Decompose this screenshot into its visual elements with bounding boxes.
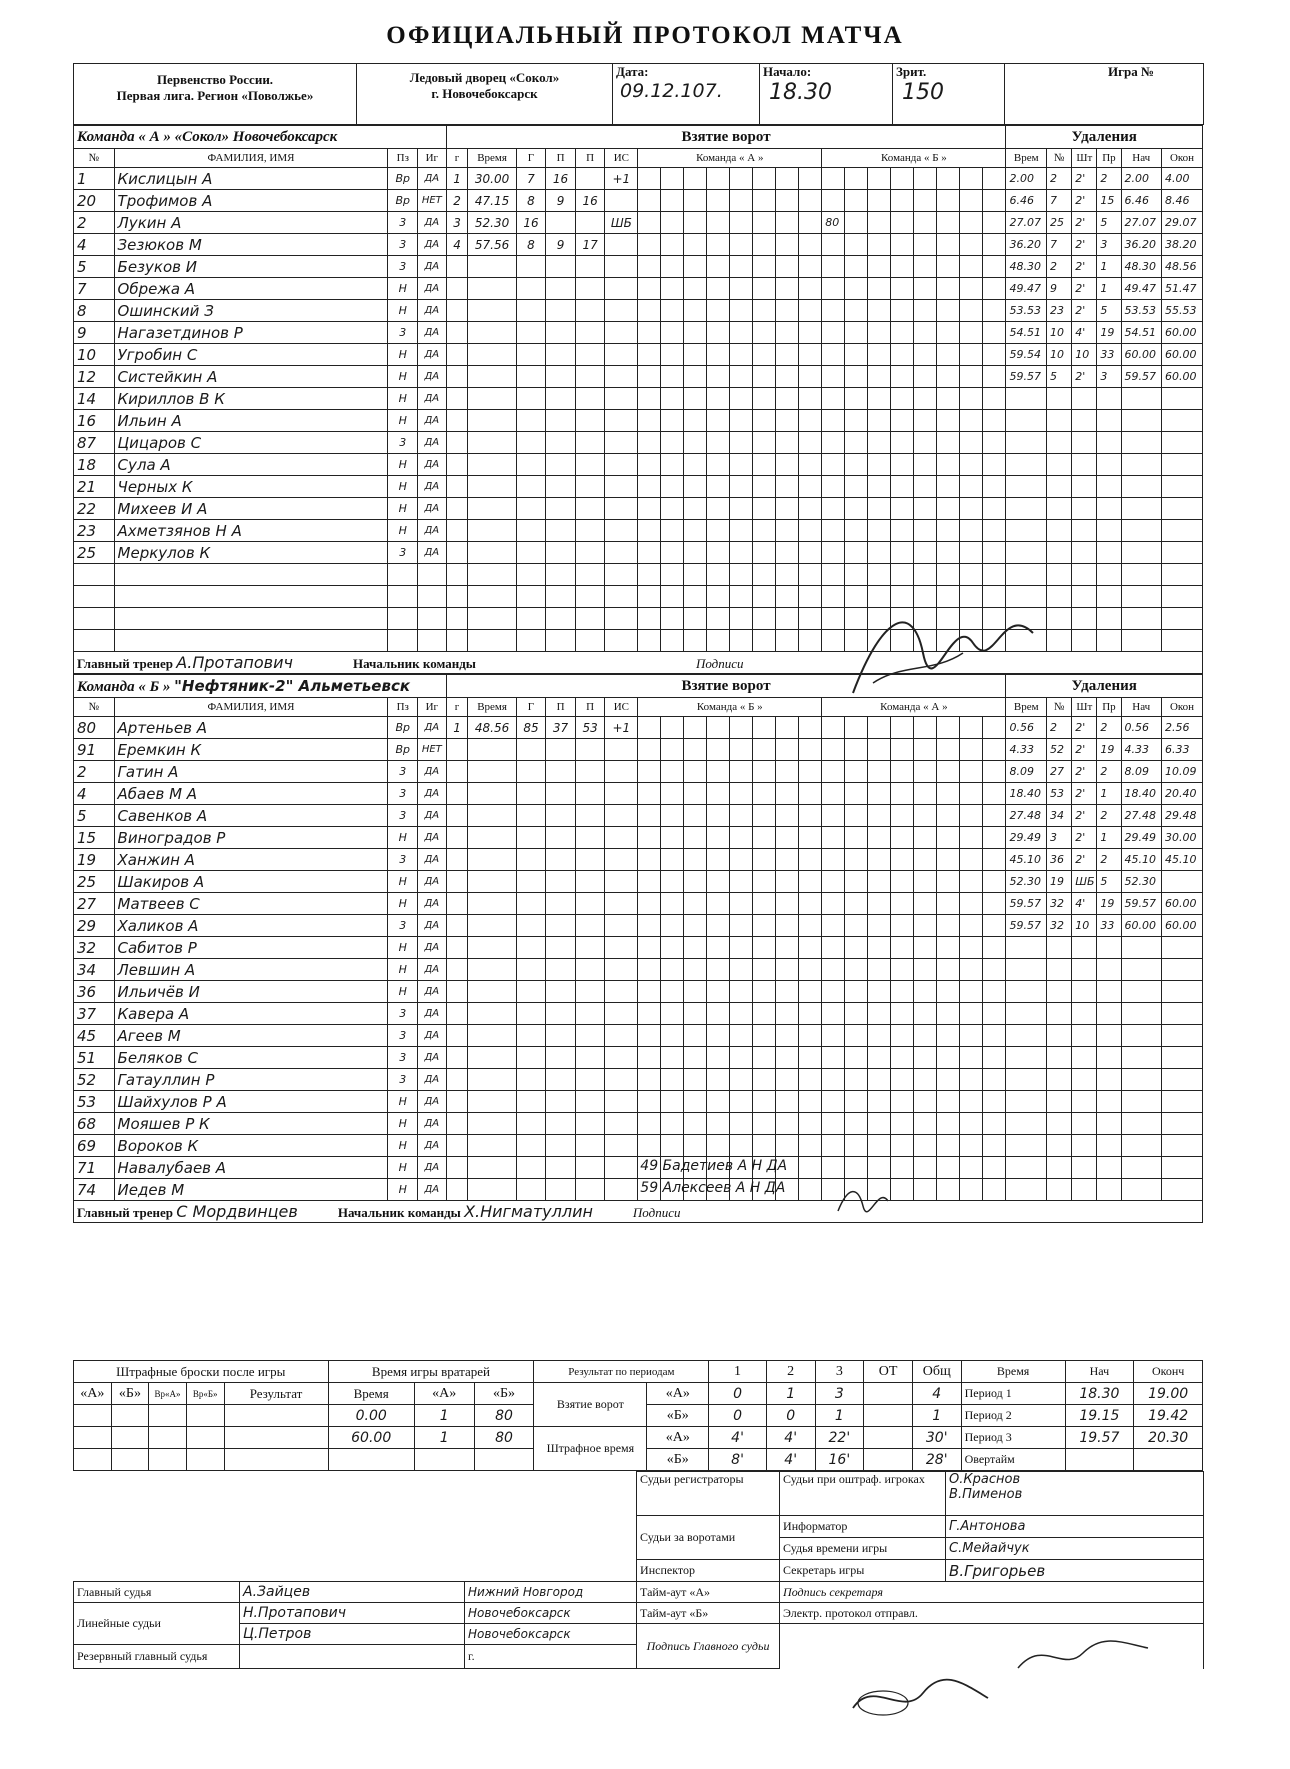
- player-row: 91 Еремкин К Вр НЕТ 4.33 52 2' 19 4.33 6.33: [74, 739, 1203, 761]
- player-name: Матвеев С: [114, 893, 388, 915]
- player-name: Ханжин А: [114, 849, 388, 871]
- player-name: [114, 586, 388, 608]
- player-name: Лукин А: [114, 212, 388, 234]
- player-row: 32 Сабитов Р Н ДА: [74, 937, 1203, 959]
- team_a-penalties-title: Удаления: [1006, 126, 1203, 149]
- player-name: Черных К: [114, 476, 388, 498]
- spectators-value: 150: [902, 80, 944, 105]
- player-row: [74, 564, 1203, 586]
- player-row: 71 Навалубаев А Н ДА 49 Бадетиев А Н ДА: [74, 1157, 1203, 1179]
- championship-cell: Первенство России. Первая лига. Регион «Поволжье»: [74, 64, 357, 125]
- player-name: Виноградов Р: [114, 827, 388, 849]
- player-row: 12 Систейкин А Н ДА 59.57 5 2' 3 59.57 60.00: [74, 366, 1203, 388]
- player-name: Шакиров А: [114, 871, 388, 893]
- player-name: [114, 608, 388, 630]
- player-name: Сула А: [114, 454, 388, 476]
- player-name: Зезюков М: [114, 234, 388, 256]
- player-row: 8 Ошинский З Н ДА 53.53 23 2' 5 53.53 55.53: [74, 300, 1203, 322]
- team-b-table: Команда « Б » "Нефтяник-2" Альметьевск Взятие ворот Удаления № ФАМИЛИЯ, ИМЯ Пз Иг г Время Г П П ИС Команда « Б » Команда « А » Врем № Шт Пр Нач Окон 80 Артеньев А Вр ДА 1 48.56 85 37 53 +1 0.56 2 2' 2 0.56 2.56 91 Еремкин К Вр НЕТ 4.33 52 2' 19 4.33 6.33 2 Гатин А 3 ДА 8.09 27 2' 2 8.09 10.09 4 Абаев М А 3 ДА 18.40 53 2' 1 18.40 20.40 5 Савенков А 3 ДА 27.48 34 2' 2 27.48 29.48 15 Виноградов Р Н ДА 29.49 3 2' 1 29.49 30.00 19 Ханжин А 3 ДА 45.10 36 2' 2 45.10 45.10 25 Шакиров А Н ДА 52.30 19 ШБ 5 52.30 27 Матвеев С Н ДА 59.57 32 4' 19 59.57 60.00 29 Халиков А 3 ДА 59.57 32 10 33 60.00 60.00 32 Сабитов Р Н ДА 34 Левшин А Н ДА 36 Ильичёв И Н ДА 37 Кавера А 3 ДА 45 Агеев М 3 ДА 51 Беляков С 3 ДА 52 Гатауллин Р 3 ДА 53 Шайхулов Р А Н ДА 68 Мояшев Р К Н ДА 69 Вороков К Н ДА 71 Навалубаев А Н ДА 49 Бадетиев А Н ДА 74 Иедев М Н ДА 59 Алексеев А Н ДА Главный тренер С Мордвинцев Начальник команды Х.Нигматуллин Подписи: [73, 674, 1203, 1223]
- judges-reg-label: Судьи регистраторы: [637, 1472, 780, 1516]
- pen-row-label: Штрафное время: [534, 1427, 647, 1471]
- player-name: Абаев М А: [114, 783, 388, 805]
- team_b-penalties-title: Удаления: [1006, 675, 1203, 698]
- player-name: Вороков К: [114, 1135, 388, 1157]
- spectators-cell: Зрит. 150: [893, 64, 1005, 125]
- results-table: Штрафные броски после игры Время игры вратарей Результат по периодам 1 2 3 ОТ Общ Время Нач Оконч «А» «Б» Вр«А» Вр«Б» Результат Время «А» «Б» Взятие ворот «А» 0 1 3 4 Период 1 18.30 19.00 0.00 1 80 «Б» 0 0 1 1 Период 2 19.15 19.42 60.00 1 80 Штрафное время «А» 4' 4' 22' 30' Период 3 19.57 20.30 «Б» 8' 4' 16' 28' Овертайм: [73, 1360, 1203, 1471]
- player-name: Гатин А: [114, 761, 388, 783]
- player-row: 69 Вороков К Н ДА: [74, 1135, 1203, 1157]
- player-name: Мояшев Р К: [114, 1113, 388, 1135]
- team_b-title: Команда « Б » "Нефтяник-2" Альметьевск: [74, 675, 447, 698]
- player-name: Навалубаев А: [114, 1157, 388, 1179]
- extra-player: 49 Бадетиев А Н ДА: [640, 1158, 788, 1174]
- team-b-coach: С Мордвинцев: [176, 1202, 298, 1221]
- player-name: Ошинский З: [114, 300, 388, 322]
- document-title: ОФИЦИАЛЬНЫЙ ПРОТОКОЛ МАТЧА: [386, 22, 904, 49]
- team_a-title: Команда « А » «Сокол» Новочебоксарск: [74, 126, 447, 149]
- player-row: 25 Шакиров А Н ДА 52.30 19 ШБ 5 52.30: [74, 871, 1203, 893]
- date-value: 09.12.107.: [620, 80, 723, 102]
- team_b-name: "Нефтяник-2" Альметьевск: [174, 676, 411, 695]
- player-name: Систейкин А: [114, 366, 388, 388]
- player-row: 4 Зезюков М 3 ДА 4 57.56 8 9 17 36.20 7 2' 3 36.20 38.20: [74, 234, 1203, 256]
- player-name: Угробин С: [114, 344, 388, 366]
- protocol-sheet: [73, 63, 1203, 1728]
- player-row: 53 Шайхулов Р А Н ДА: [74, 1091, 1203, 1113]
- date-cell: Дата: 09.12.107.: [613, 64, 760, 125]
- player-name: Халиков А: [114, 915, 388, 937]
- player-name: Кавера А: [114, 1003, 388, 1025]
- shootout-title: Штрафные броски после игры: [74, 1361, 329, 1383]
- player-row: 87 Цицаров С 3 ДА: [74, 432, 1203, 454]
- player-row: 68 Мояшев Р К Н ДА: [74, 1113, 1203, 1135]
- player-name: Обрежа А: [114, 278, 388, 300]
- footer-block: [73, 1360, 1203, 1669]
- player-name: [114, 630, 388, 652]
- extra-player: 59 Алексеев А Н ДА: [640, 1180, 786, 1196]
- start-value: 18.30: [769, 80, 832, 105]
- player-row: 10 Угробин С Н ДА 59.54 10 10 33 60.00 60.00: [74, 344, 1203, 366]
- officials-table: Судьи регистраторы Судьи при оштраф. игроках О.Краснов В.Пименов Судьи за воротами Информатор Г.Антонова Судья времени игры С.Мейайчук Инспектор Секретарь игры В.Григорьев Главный судья А.Зайцев Нижний Новгород Тайм-аут «А» Подпись секретаря Линейные судьи Н.Протапович Новочебоксарск Тайм-аут «Б» Электр. протокол отправл. Ц.Петров Новочебоксарск Подпись Главного судьи Резервный главный судья г.: [73, 1471, 1204, 1669]
- team-b-signature: [833, 1181, 893, 1221]
- player-name: Ахметзянов Н А: [114, 520, 388, 542]
- chief-ref-signature: [843, 1673, 993, 1723]
- player-name: Еремкин К: [114, 739, 388, 761]
- player-name: Сабитов Р: [114, 937, 388, 959]
- periods-title: Результат по периодам: [534, 1361, 709, 1383]
- player-row: 27 Матвеев С Н ДА 59.57 32 4' 19 59.57 60.00: [74, 893, 1203, 915]
- team_a-goals-title: Взятие ворот: [446, 126, 1006, 149]
- player-row: 25 Меркулов К 3 ДА: [74, 542, 1203, 564]
- player-row: 7 Обрежа А Н ДА 49.47 9 2' 1 49.47 51.47: [74, 278, 1203, 300]
- player-row: 2 Лукин А 3 ДА 3 52.30 16 ШБ 80 27.07 25 2' 5 27.07 29.07: [74, 212, 1203, 234]
- player-row: 29 Халиков А 3 ДА 59.57 32 10 33 60.00 60.00: [74, 915, 1203, 937]
- player-name: Меркулов К: [114, 542, 388, 564]
- player-name: Шайхулов Р А: [114, 1091, 388, 1113]
- secretary-signature: [1013, 1638, 1153, 1678]
- game-number-cell: Игра №: [1005, 64, 1204, 125]
- player-row: 34 Левшин А Н ДА: [74, 959, 1203, 981]
- team-a-table: Команда « А » «Сокол» Новочебоксарск Взятие ворот Удаления № ФАМИЛИЯ, ИМЯ Пз Иг г Время Г П П ИС Команда « А » Команда « Б » Врем № Шт Пр Нач Окон 1 Кислицын А Вр ДА 1 30.00 7 16 +1 2.00 2 2' 2 2.00 4.00 20 Трофимов А Вр НЕТ 2 47.15 8 9 16 6.46 7 2' 15 6.46 8.46 2 Лукин А 3 ДА 3 52.30 16 ШБ 80 27.07 25 2' 5 27.07 29.07 4 Зезюков М 3 ДА 4 57.56 8 9 17 36.20 7 2' 3 36.20 38.20 5 Безуков И 3 ДА 48.30 2 2' 1 48.30 48.56 7 Обрежа А Н ДА 49.47 9 2' 1 49.47 51.47 8 Ошинский З Н ДА 53.53 23 2' 5 53.53 55.53 9 Нагазетдинов Р 3 ДА 54.51 10 4' 19 54.51 60.00 10 Угробин С Н ДА 59.54 10 10 33 60.00 60.00 12 Систейкин А Н ДА 59.57 5 2' 3 59.57 60.00 14 Кириллов В К Н ДА 16 Ильин А Н ДА 87 Цицаров С 3 ДА 18 Сула А Н ДА 21 Черных К Н ДА 22 Михеев И А Н ДА 23 Ахметзянов Н А Н ДА 25 Меркулов К 3 ДА Главный тренер А.Протапович Начальник команды Подписи: [73, 125, 1203, 674]
- player-name: Гатауллин Р: [114, 1069, 388, 1091]
- player-row: 15 Виноградов Р Н ДА 29.49 3 2' 1 29.49 30.00: [74, 827, 1203, 849]
- player-name: Кислицын А: [114, 168, 388, 190]
- player-row: 52 Гатауллин Р 3 ДА: [74, 1069, 1203, 1091]
- player-name: Ильичёв И: [114, 981, 388, 1003]
- player-name: Цицаров С: [114, 432, 388, 454]
- player-row: 9 Нагазетдинов Р 3 ДА 54.51 10 4' 19 54.51 60.00: [74, 322, 1203, 344]
- player-name: Беляков С: [114, 1047, 388, 1069]
- player-row: 80 Артеньев А Вр ДА 1 48.56 85 37 53 +1 0.56 2 2' 2 0.56 2.56: [74, 717, 1203, 739]
- gk-time-title: Время игры вратарей: [328, 1361, 534, 1383]
- player-name: Агеев М: [114, 1025, 388, 1047]
- player-name: Нагазетдинов Р: [114, 322, 388, 344]
- team-b-chief: Х.Нигматуллин: [464, 1202, 593, 1221]
- player-row: 16 Ильин А Н ДА: [74, 410, 1203, 432]
- player-row: 36 Ильичёв И Н ДА: [74, 981, 1203, 1003]
- player-row: 14 Кириллов В К Н ДА: [74, 388, 1203, 410]
- player-row: 45 Агеев М 3 ДА: [74, 1025, 1203, 1047]
- player-row: 1 Кислицын А Вр ДА 1 30.00 7 16 +1 2.00 2 2' 2 2.00 4.00: [74, 168, 1203, 190]
- player-row: 74 Иедев М Н ДА 59 Алексеев А Н ДА: [74, 1179, 1203, 1201]
- team-a-coach: А.Протапович: [176, 653, 293, 672]
- player-row: 4 Абаев М А 3 ДА 18.40 53 2' 1 18.40 20.40: [74, 783, 1203, 805]
- player-name: Михеев И А: [114, 498, 388, 520]
- start-cell: Начало: 18.30: [760, 64, 893, 125]
- pen-box-label: Судьи при оштраф. игроках: [780, 1472, 946, 1516]
- player-name: Кириллов В К: [114, 388, 388, 410]
- player-name: Савенков А: [114, 805, 388, 827]
- player-row: 21 Черных К Н ДА: [74, 476, 1203, 498]
- player-row: 5 Савенков А 3 ДА 27.48 34 2' 2 27.48 29.48: [74, 805, 1203, 827]
- player-name: Левшин А: [114, 959, 388, 981]
- player-row: 37 Кавера А 3 ДА: [74, 1003, 1203, 1025]
- player-name: Ильин А: [114, 410, 388, 432]
- player-row: 51 Беляков С 3 ДА: [74, 1047, 1203, 1069]
- match-header: [73, 63, 1204, 125]
- player-row: 18 Сула А Н ДА: [74, 454, 1203, 476]
- team-b-staff-row: Главный тренер С Мордвинцев Начальник команды Х.Нигматуллин Подписи: [74, 1201, 1203, 1223]
- team_a-name: «Сокол» Новочебоксарск: [174, 128, 338, 145]
- goals-row-label: Взятие ворот: [534, 1383, 647, 1427]
- player-row: 22 Михеев И А Н ДА: [74, 498, 1203, 520]
- team-a-signature: [843, 593, 1043, 713]
- team-a-staff-row: Главный тренер А.Протапович Начальник команды Подписи: [74, 652, 1203, 674]
- player-name: [114, 564, 388, 586]
- player-row: 19 Ханжин А 3 ДА 45.10 36 2' 2 45.10 45.10: [74, 849, 1203, 871]
- player-row: 5 Безуков И 3 ДА 48.30 2 2' 1 48.30 48.56: [74, 256, 1203, 278]
- player-row: 20 Трофимов А Вр НЕТ 2 47.15 8 9 16 6.46 7 2' 15 6.46 8.46: [74, 190, 1203, 212]
- player-name: Иедев М: [114, 1179, 388, 1201]
- player-name: Трофимов А: [114, 190, 388, 212]
- player-row: 23 Ахметзянов Н А Н ДА: [74, 520, 1203, 542]
- player-name: Безуков И: [114, 256, 388, 278]
- player-name: Артеньев А: [114, 717, 388, 739]
- venue-cell: Ледовый дворец «Сокол» г. Новочебоксарск: [357, 64, 613, 125]
- player-row: 2 Гатин А 3 ДА 8.09 27 2' 2 8.09 10.09: [74, 761, 1203, 783]
- team_b-goals-title: Взятие ворот: [446, 675, 1006, 698]
